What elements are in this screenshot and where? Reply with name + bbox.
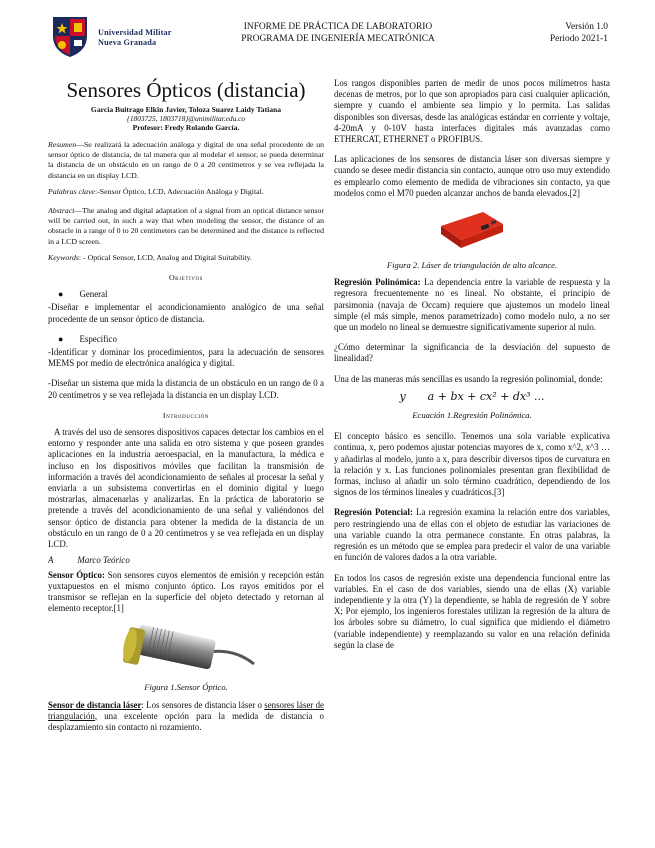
regresion-polinomica-text: La dependencia entre la variable de respuesta y la regresora frecuentemente no es lineal. No obstante, el principio de parsimonia (navaja de Occam) requiere que ajustemos un modelo lineal simple (el más simple, menos parametrizado) como modelo nulo, a no ser que un modelo no lineal se demuestre significativamente superior al nulo. [334, 277, 611, 333]
university-name-line2: Nueva Granada [98, 38, 157, 47]
una-manera-paragraph: Una de las maneras más sencillas es usando la regresión polinomial, donde: [334, 373, 603, 384]
palabras-label: Palabras clave [48, 186, 95, 196]
sensor-distancia-text-a: : Los sensores de distancia láser o [141, 699, 265, 710]
version-label: Versión 1.0 [565, 22, 608, 32]
regresion-potencial-paragraph [334, 507, 610, 563]
equation-1 [334, 391, 610, 402]
regresion-potencial-text: La regresión examina la relación entre dos variables, pero restringiendo una de ellas con el objeto de estudiar las variaciones de una variable cuando la otra permanece constante. En otras palabras, la regresión es un método que se emplea para predecir el valor de una variable en función de valores dados a la otra variable. [334, 507, 611, 563]
section-objetivos: Objetivos [168, 273, 204, 283]
section-introduccion: Introducción [162, 410, 210, 420]
keywords-block [48, 253, 324, 263]
header-version [550, 22, 608, 45]
author-emails: {1803725, 1803718}@unimilitar.edu.co [126, 114, 246, 123]
program-name: PROGRAMA DE INGENIERÍA MECATRÓNICA [241, 33, 435, 44]
sensor-optico-label: Sensor Óptico: [48, 569, 105, 580]
especifico-label: Específico [79, 333, 117, 344]
keywords-label: Keywords [48, 252, 79, 262]
page-header [48, 14, 608, 64]
resumen-label: Resumen [48, 140, 77, 149]
bullet-icon: ● [58, 333, 64, 344]
palabras-block [48, 187, 324, 197]
university-crest-icon [48, 14, 92, 58]
professor: Profesor: Fredy Rolando García. [132, 123, 240, 132]
abstract-block [48, 206, 324, 247]
general-text: -Diseñar e implementar el acondicionamiento analógico de una señal procedente de un sensor óptico de distancia. [48, 302, 324, 324]
regresion-polinomica-label: Regresión Polinómica: [334, 277, 421, 288]
keywords-text: : - Optical Sensor, LCD, Analog and Digital Suitability. [78, 252, 252, 262]
left-column [48, 78, 324, 737]
sensor-optico-paragraph [48, 570, 324, 615]
sensor-laser-link[interactable]: sensores láser de triangulación [48, 699, 324, 721]
optical-sensor-image [116, 618, 256, 680]
resumen-block [48, 140, 324, 181]
equation-1-caption: Ecuación 1.Regresión Polinómica. [412, 410, 532, 421]
regresion-potencial-label: Regresión Potencial: [334, 507, 413, 518]
right-column [334, 78, 610, 655]
abstract-text: —The analog and digital adaptation of a signal from an optical distance sensor will be carried out, in such a way that when modeling the sensor, the distance of an obstacle in a range of 0 to 20 centimeters can be determined and the distance is reflected in a LCD screen. [48, 206, 324, 246]
sensor-distancia-paragraph [48, 700, 324, 734]
regresion-polinomica-paragraph [334, 277, 610, 333]
bullet-icon: ● [58, 289, 64, 300]
figure-1-caption: Figura 1.Sensor Óptico. [144, 682, 228, 693]
pregunta-paragraph: ¿Cómo determinar la significancia de la desviación del supuesto de linealidad? [334, 342, 610, 364]
subsection-general [58, 289, 324, 300]
aplicaciones-paragraph: Las aplicaciones de los sensores de distancia láser son diversas siempre y cuando se desee medir distancia sin contacto, aunque otro uso muy extendido es emplearlo como elemento de medida de vibraciones sin contacto, ya que modelos como el M70 pueden alcanzar anchos de banda elevados.[2] [334, 154, 610, 198]
equation-rhs: a + bx + cx² + dx³ ... [427, 389, 545, 403]
subsection-marco-teorico [48, 555, 324, 566]
subsection-especifico [58, 334, 324, 345]
figure-2 [334, 208, 610, 252]
document-type: INFORME DE PRÁCTICA DE LABORATORIO [243, 22, 433, 32]
especifico-text-1: -Identificar y dominar los procedimientos, para la adecuación de sensores MEMS por medio de electrónica analógica y digital. [48, 347, 324, 369]
subsection-letter: A [48, 555, 54, 566]
header-title [223, 22, 453, 45]
general-label: General [79, 289, 108, 300]
university-name [98, 28, 172, 48]
todos-los-casos-paragraph: En todos los casos de regresión existe una dependencia funcional entre las variables. En el caso de dos variables, siendo una de ellas (X) variable independiente y la otra (Y) la dependiente, se habla de regresión de Y sobre X; Por ejemplo, los ingenieros forestales utilizan la regresión de la altura de los árboles sobre su diámetro, lo cual significa que midiendo el diámetro (variable independiente) y reemplazando su valor en una relación definida según la clase de [334, 572, 610, 650]
palabras-text: :-Sensor Óptico, LCD, Adecuación Análoga y Digital. [95, 186, 264, 196]
sensor-optico-text: Son sensores cuyos elementos de emisión y recepción están yuxtapuestos en el mismo conjunto óptico. Los rayos emitidos por el transmisor se reflejan en la superficie del objeto detectado y retornan al elemento receptor.[1] [48, 569, 324, 614]
sensor-distancia-text-b: , una excelente opción para la medida de distancia o desplazamiento sin contacto ni rozamiento. [48, 710, 324, 732]
authors: Garcia Buitrago Elkin Javier, Toloza Suarez Laidy Tatiana [90, 105, 282, 114]
equation-lhs: y [399, 389, 406, 403]
intro-text: A través del uso de sensores dispositivos capaces detectar los cambios en el entorno y responder ante una salida en otro sistema y que poseen grandes aplicaciones en la industria aeroespacial, en la manufactura, la médica e incluso en los dispositivos móviles que facilitan la transmisión de información a través del acondicionamiento de señales al procesar la señal y enviarla a un subsistema convertirlas en el dominio digital y luego mostrarlas, almacenarlas y analizarlas. En la práctica de laboratorio se pretende a través del acondicionamiento de una señal y valiéndonos del sensor óptico de distancia para obtener la medida de la distancia de un obstáculo en un rango de 0 a 20 centímetros y se vea reflejada en un display LCD. [48, 427, 324, 550]
university-name-line1: Universidad Militar [98, 28, 172, 37]
resumen-text: —Se realizará la adecuación análoga y digital de una señal procedente de un sensor óptico de distancia, de tal manera que al modelar el sensor, se pueda determinar la distancia de un obstáculo en un rango de 0 a 20 centímetros y se vea reflejada la distancia en un display LCD. [48, 140, 324, 180]
paper-title: Sensores Ópticos (distancia) [66, 78, 306, 102]
period-label: Periodo 2021-1 [549, 33, 608, 44]
subsection-title: Marco Teórico [77, 555, 130, 566]
laser-sensor-image [437, 208, 507, 252]
abstract-label: Abstract [48, 206, 75, 216]
sensor-distancia-label: Sensor de distancia láser [48, 699, 142, 710]
concepto-paragraph: El concepto básico es sencillo. Tenemos una sola variable explicativa continua, x, pero podemos ajustar potencias mayores de x, como x^2, x^3 … y añadirlas al modelo, junto a x, para describir diversos tipos de curvatura en la relación y x. Las funciones polinomiales presentan gran flexibilidad de formas, incluso al añadir un solo término cuadrático, dependiendo de los signos de los términos lineales y cuadráticos.[3] [334, 431, 610, 498]
figure-1 [48, 618, 324, 680]
rangos-paragraph: Los rangos disponibles parten de medir de unos pocos milímetros hasta decenas de metros, por lo que son apropiados para casi cualquier aplicación, siempre y cuando el ambiente sea limpio y lo permita. Las salidas disponibles son diversas, desde las analógicas estándar en corriente y voltaje, 4-20mA y 0-10V hasta interfaces digitales más avanzadas como ETHERCAT, ETHERNET o PROFIBUS. [334, 78, 610, 145]
especifico-text-2: -Diseñar un sistema que mida la distancia de un obstáculo en un rango de 0 a 20 centímetros y se vea reflejada la distancia en un display LCD. [48, 378, 324, 400]
figure-2-caption: Figura 2. Láser de triangulación de alto alcance. [386, 260, 558, 271]
